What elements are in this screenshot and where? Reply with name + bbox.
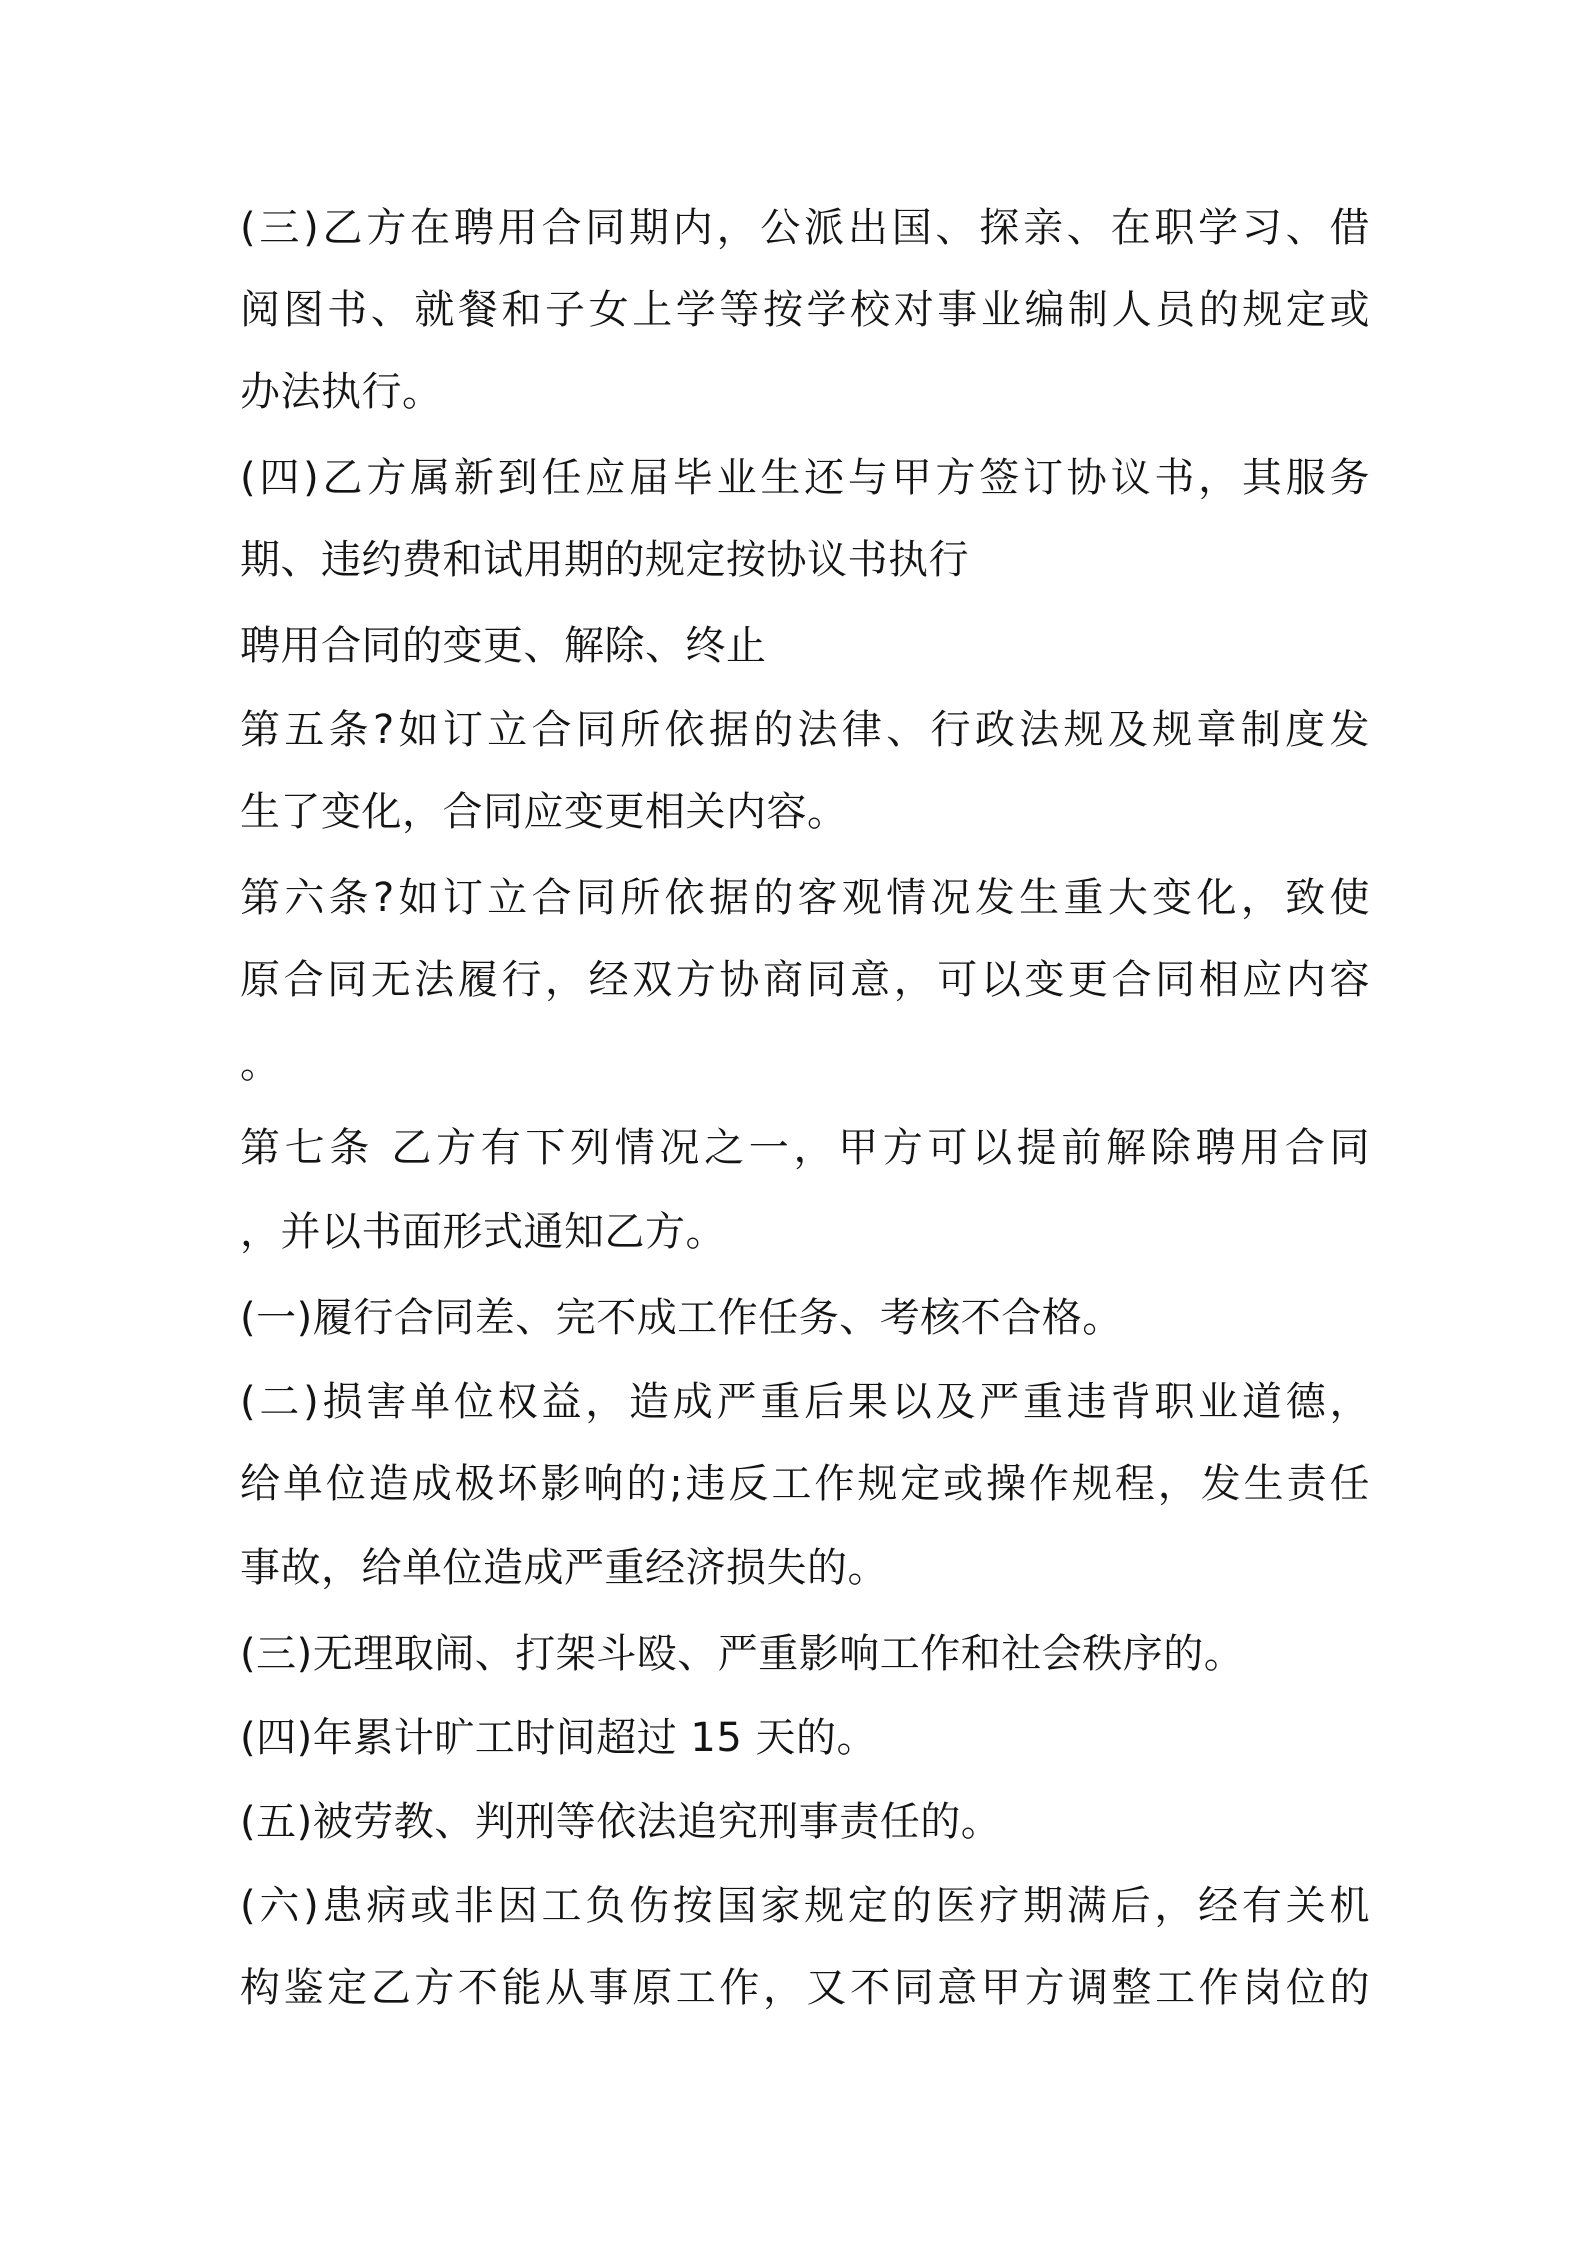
text-line: (二)损害单位权益，造成严重后果以及严重违背职业道德， xyxy=(240,1379,1370,1425)
text-line: (一)履行合同差、完不成工作任务、考核不合格。 xyxy=(240,1295,1123,1341)
text-line: 阅图书、就餐和子女上学等按学校对事业编制人员的规定或 xyxy=(240,287,1370,333)
text-line: (四)乙方属新到任应届毕业生还与甲方签订协议书，其服务 xyxy=(240,455,1370,501)
section-heading: 聘用合同的变更、解除、终止 xyxy=(240,623,767,669)
text-line: (五)被劳教、判刑等依法追究刑事责任的。 xyxy=(240,1799,1002,1845)
text-line: 原合同无法履行，经双方协商同意，可以变更合同相应内容 xyxy=(240,957,1370,1003)
text-line: 期、违约费和试用期的规定按协议书执行 xyxy=(240,537,969,583)
text-line: (四)年累计旷工时间超过 15 天的。 xyxy=(240,1715,878,1761)
text-line: 给单位造成极坏影响的;违反工作规定或操作规程，发生责任 xyxy=(240,1461,1370,1507)
text-line: 第七条 乙方有下列情况之一，甲方可以提前解除聘用合同 xyxy=(240,1125,1370,1171)
text-line: (六)患病或非因工负伤按国家规定的医疗期满后，经有关机 xyxy=(240,1883,1370,1929)
text-line: 。 xyxy=(240,1041,281,1087)
text-line: 办法执行。 xyxy=(240,369,443,415)
text-line: ，并以书面形式通知乙方。 xyxy=(240,1209,726,1255)
text-line: 第五条?如订立合同所依据的法律、行政法规及规章制度发 xyxy=(240,707,1370,753)
text-line: 构鉴定乙方不能从事原工作，又不同意甲方调整工作岗位的 xyxy=(240,1965,1370,2011)
text-line: (三)无理取闹、打架斗殴、严重影响工作和社会秩序的。 xyxy=(240,1631,1245,1677)
text-line: (三)乙方在聘用合同期内，公派出国、探亲、在职学习、借 xyxy=(240,205,1370,251)
text-line: 事故，给单位造成严重经济损失的。 xyxy=(240,1545,888,1591)
text-line: 生了变化，合同应变更相关内容。 xyxy=(240,789,848,835)
text-line: 第六条?如订立合同所依据的客观情况发生重大变化，致使 xyxy=(240,875,1370,921)
